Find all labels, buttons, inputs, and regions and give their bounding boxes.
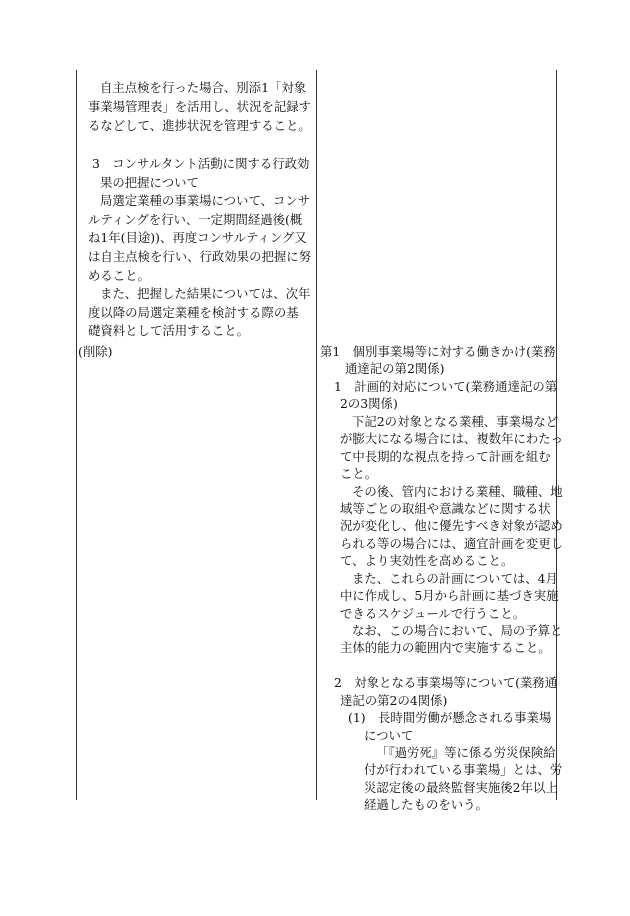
paragraph-line: 付が行われている事業場」とは、労 — [364, 762, 563, 777]
table-border-middle — [316, 70, 317, 800]
paragraph-line: その後、管内における業種、職種、地 — [352, 484, 563, 499]
section-heading: 通達記の第2関係) — [345, 361, 445, 376]
paragraph-line: られる等の場合には、適宜計画を変更し — [340, 536, 564, 551]
paragraph-line: 主体的能力の範囲内で実施すること。 — [340, 640, 551, 655]
paragraph-line: 「『過労死』等に係る労災保険給 — [376, 745, 556, 760]
section-heading: 3 コンサルタント活動に関する行政効 — [92, 156, 310, 171]
paragraph-line: また、把握した結果については、次年 — [100, 286, 311, 301]
paragraph-line: こと。 — [340, 466, 378, 481]
item-heading: (1) 長時間労働が懸念される事業場 — [348, 710, 552, 725]
paragraph-line: て、より実効性を高めること。 — [340, 553, 514, 568]
section-heading: 第1 個別事業場等に対する働きかけ(業務 — [320, 344, 556, 359]
paragraph-line: 況が変化し、他に優先すべき対象が認め — [340, 518, 563, 533]
subsection-heading: 1 計画的対応について(業務通達記の第 — [334, 379, 558, 394]
paragraph-line: 域等ごとの取組や意識などに関する状 — [340, 501, 551, 516]
paragraph-line: 経過したものをいう。 — [364, 797, 488, 812]
paragraph-line: 下記2の対象となる業種、事業場など — [352, 414, 559, 429]
table-border-left — [76, 70, 77, 800]
paragraph-line: 局選定業種の事業場について、コンサ — [100, 193, 311, 208]
paragraph-line: できるスケジュールで行うこと。 — [340, 606, 526, 621]
paragraph-line: て中長期的な視点を持って計画を組む — [340, 449, 551, 464]
paragraph-line: は自主点検を行い、行政効果の把握に努 — [88, 249, 312, 264]
paragraph-line: るなどして、進捗状況を管理すること。 — [88, 118, 311, 133]
item-heading: について — [364, 728, 414, 743]
section-heading: 果の把握について — [100, 175, 199, 190]
paragraph-line: 事業場管理表」を活用し、状況を記録す — [88, 99, 312, 114]
subsection-heading: 2の3関係) — [340, 396, 398, 411]
paragraph-line: ルティングを行い、一定期間経過後(概 — [88, 212, 303, 227]
paragraph-line: 自主点検を行った場合、別添1「対象 — [100, 80, 307, 95]
paragraph-line: めること。 — [88, 268, 150, 283]
paragraph-line: 度以降の局選定業種を検討する際の基 — [88, 305, 299, 320]
paragraph-line: 礎資料として活用すること。 — [88, 323, 250, 338]
subsection-heading: 達記の第2の4関係) — [340, 693, 448, 708]
paragraph-line: ね1年(目途))、再度コンサルティング又 — [88, 230, 307, 245]
paragraph-line: 災認定後の最終監督実施後2年以上 — [364, 780, 558, 795]
subsection-heading: 2 対象となる事業場等について(業務通 — [334, 675, 558, 690]
deleted-note: (削除) — [78, 344, 113, 359]
paragraph-line: が膨大になる場合には、複数年にわたっ — [340, 431, 564, 446]
paragraph-line: また、これらの計画については、4月 — [352, 571, 558, 586]
paragraph-line: 中に作成し、5月から計画に基づき実施 — [340, 588, 559, 603]
paragraph-line: なお、この場合において、局の予算と — [352, 623, 563, 638]
